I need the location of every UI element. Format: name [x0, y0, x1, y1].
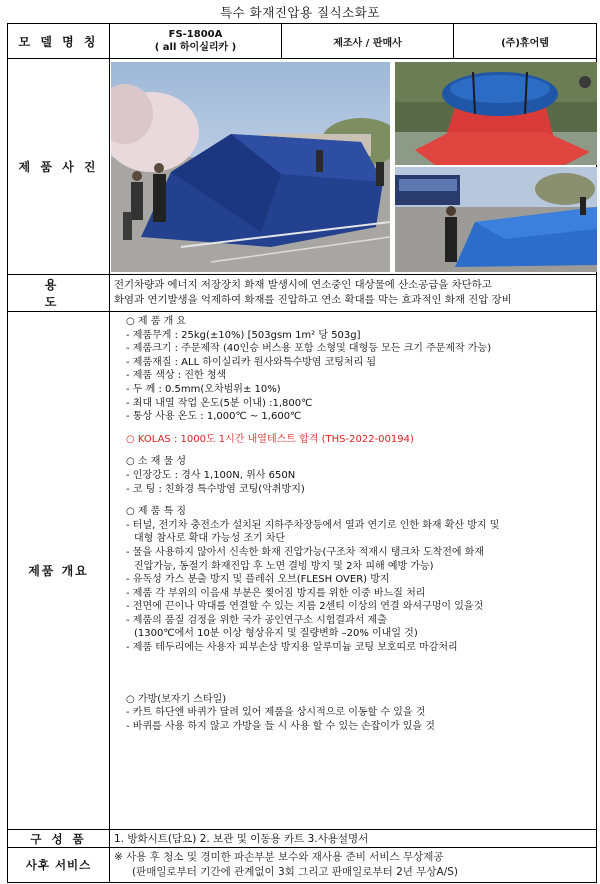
sec3-item: - 제품 각 부위의 이음새 부분은 찢어짐 방지를 위한 이중 바느질 처리	[126, 587, 426, 599]
after-service-line-1: ※ 사용 후 청소 및 경미한 파손부분 보수와 재사용 준비 서비스 무상제공	[114, 851, 444, 863]
overview-label: 제품 개요	[8, 312, 110, 830]
overview-row	[8, 312, 597, 830]
after-service-label: 사후 서비스	[8, 848, 110, 883]
use-row	[8, 275, 597, 312]
components-value: 1. 방화시트(담요) 2. 보관 및 이동용 카트 3.사용설명서	[110, 830, 597, 848]
sec4-item: - 바퀴를 사용 하지 않고 가방을 들 시 사용 할 수 있는 손잡이가 있을 것	[126, 720, 435, 732]
sec2-item: - 코 팅 : 친화경 특수방염 코팅(악취방지)	[126, 483, 305, 495]
sec3-title: ○ 제 품 특 징	[126, 506, 187, 518]
components-label: 구 성 품	[8, 830, 110, 848]
sec1-item: - 두 께 : 0.5mm(오차범위± 10%)	[126, 383, 281, 395]
sec3-item-cont: 진압가능, 동절기 화재진압 후 노면 결빙 방지 및 2차 피해 예방 가능)	[134, 560, 434, 572]
components-row	[8, 830, 597, 848]
sec3-item: - 터널, 전기차 충전소가 설치된 지하주차장등에서 열과 연기로 인한 화재 확산 방지 및	[126, 519, 500, 531]
maker-label: 제조사 / 판매사	[282, 24, 454, 59]
use-text	[110, 275, 597, 312]
model-label: 모 델 명 칭	[8, 24, 110, 59]
after-service-line-2: (판매일로부터 기간에 관계없이 3회 그리고 판매일로부터 2년 무상A/S)	[132, 866, 459, 878]
sec3-item: - 물을 사용하지 않아서 신속한 화재 진압가능(구조차 적재시 탱크차 도착전에 화재	[126, 546, 485, 558]
sec1-item: - 제품재질 : ALL 하이실리카 원사와특수방염 코팅처리 됨	[126, 356, 377, 368]
after-service-text	[110, 848, 597, 883]
sec1-item: - 제품크기 : 주문제작 (40인승 버스용 포함 소형및 대형등 모든 크기 주문제작 가능)	[126, 343, 492, 355]
photo-cell	[110, 59, 597, 275]
sec4-title: ○ 가방(보자기 스타일)	[126, 693, 227, 705]
sec3-item: - 제품의 품질 검정을 위한 국가 공인연구소 시험결과서 제출	[126, 614, 387, 626]
sec3-item: - 유독성 가스 분출 방지 및 플레쉬 오브(FLESH OVER) 방지	[126, 574, 390, 586]
sec2-title: ○ 소 재 물 성	[126, 456, 187, 468]
spec-table	[7, 23, 597, 883]
sec1-item: - 최대 내열 작업 온도(5분 이내) :1,800℃	[126, 397, 313, 409]
after-service-row	[8, 848, 597, 883]
product-photo-tarp-over-vehicle	[111, 62, 390, 272]
sec1-item: - 제품무게 : 25kg(±10%) [503gsm 1m² 당 503g]	[126, 329, 361, 341]
product-photo-deployment	[395, 167, 597, 272]
use-line-2: 화염과 연기발생을 억제하여 화재를 진압하고 연소 확대를 막는 효과적인 화재 진압 장비	[114, 294, 512, 306]
sec3-item: - 전면에 끈이나 막대를 연결할 수 있는 지름 2센티 이상의 연결 와셔구멍이 있을것	[126, 601, 484, 613]
kolas-certification: ○ KOLAS : 1000도 1시간 내열테스트 합격 (THS-2022-00194)	[126, 433, 414, 445]
photo-label: 제 품 사 진	[8, 59, 110, 275]
sec1-title: ○ 제 품 개 요	[126, 316, 187, 327]
overview-cell	[110, 312, 597, 830]
sec2-item: - 인장강도 : 경사 1,100N, 위사 650N	[126, 469, 296, 481]
use-line-1: 전기차량과 에너지 저장장치 화재 발생시에 연소중인 대상물에 산소공급을 차단하고	[114, 279, 492, 291]
use-label: 용 도	[8, 275, 110, 312]
sec1-item: - 제품 색상 : 진한 청색	[126, 370, 227, 382]
sec3-item-cont: (1300℃에서 10분 이상 형상유지 및 질량변화 –20% 이내일 것)	[134, 628, 418, 640]
photo-row	[8, 59, 597, 275]
model-row	[8, 24, 597, 59]
maker-value: (주)휴어템	[454, 24, 597, 59]
model-name: FS-1800A	[168, 29, 223, 40]
sec4-item: - 카트 하단엔 바퀴가 달려 있어 제품을 상시적으로 이동할 수 있을 것	[126, 707, 426, 719]
model-sub: ( all 하이실리카 )	[154, 42, 237, 53]
sec3-item: - 제품 테두리에는 사용자 피부손상 방지용 알루미늄 코팅 보호띠로 마감처리	[126, 642, 458, 654]
sec1-item: - 통상 사용 온도 : 1,000℃ ~ 1,600℃	[126, 411, 302, 423]
product-photo-bag	[395, 62, 597, 165]
document-title: 특수 화재진압용 질식소화포	[220, 5, 380, 20]
sec3-item-cont: 대형 참사로 확대 가능성 조기 차단	[134, 533, 286, 545]
model-name-cell	[110, 24, 282, 59]
